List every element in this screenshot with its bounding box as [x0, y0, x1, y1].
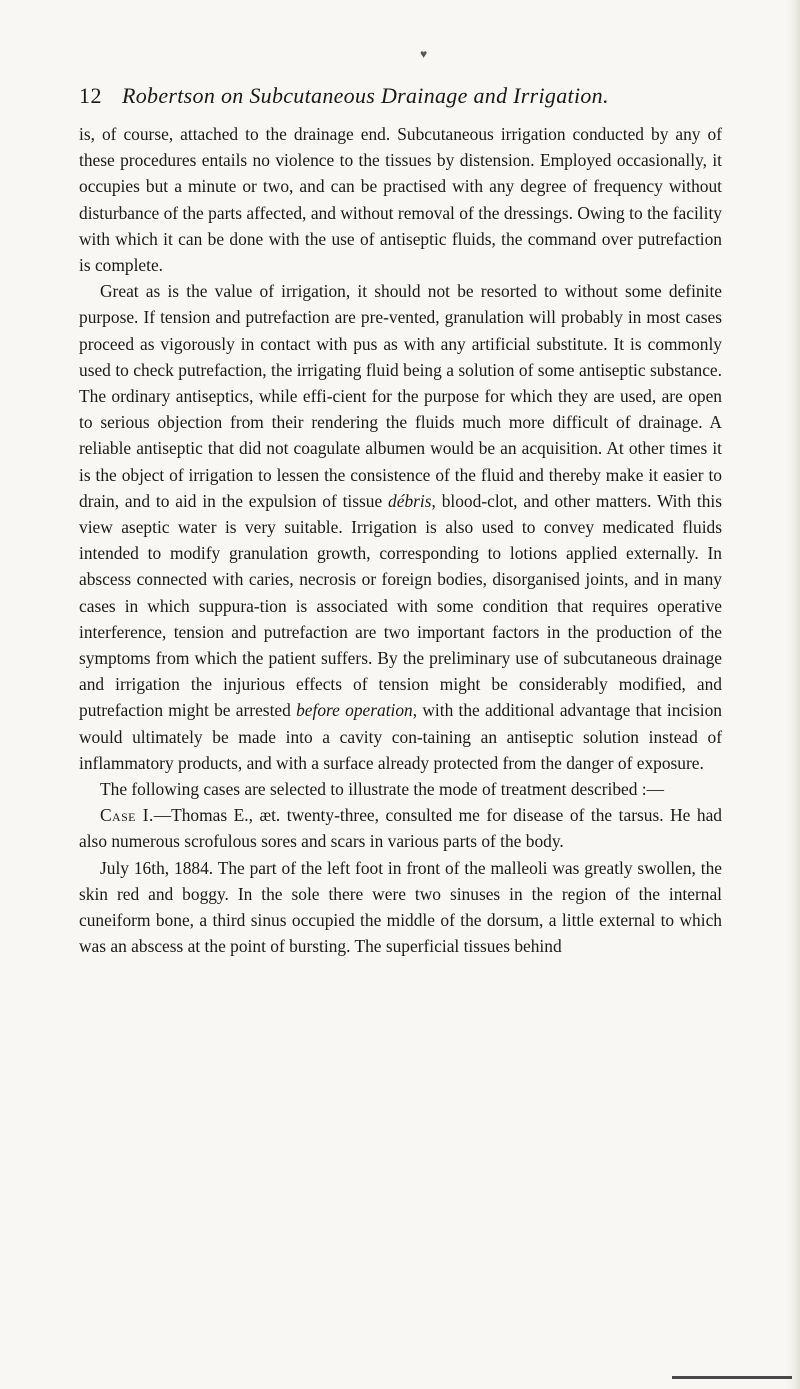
- running-title: Robertson on Subcutaneous Drainage and Irrigation.: [122, 83, 609, 108]
- paragraph-2-text-b: , blood-clot, and other matters. With this view aseptic water is very suitable. Irrigation is also used to convey medicated fluids intended to modify granulation growth, corresponding to lotions applied externally. In abscess connected with caries, necrosis or foreign bodies, disorganised joints, and in many cases in which suppura-tion is associated with some condition that requires operative interference, tension and putrefaction are two important factors in the production of the symptoms from which the patient suffers. By the preliminary use of subcutaneous drainage and irrigation the injurious effects of tension might be considerably modified, and putrefaction might be arrested: [79, 490, 722, 721]
- scan-edge-mark: [672, 1376, 792, 1379]
- paragraph-4: [79, 802, 722, 854]
- paragraph-2-text-a: Great as is the value of irrigation, it should not be resorted to without some definite purpose. If tension and putrefaction are pre-vented, granulation will probably in most cases proceed as vigorously in contact with pus as with any artificial substitute. It is commonly used to check putrefaction, the irrigating fluid being a solution of some antiseptic substance. The ordinary antiseptics, while effi-cient for the purpose for which they are used, are open to serious objection from their rendering the fluids much more difficult of drainage. A reliable antiseptic that did not coagulate albumen would be an acquisition. At other times it is the object of irrigation to lessen the consistence of the fluid and thereby make it easier to drain, and to aid in the expulsion of tissue: [79, 281, 722, 511]
- page-edge-shadow: [786, 0, 800, 1389]
- paragraph-3-text: The following cases are selected to illustrate the mode of treatment described :—: [100, 779, 665, 800]
- paragraph-3: [79, 776, 722, 802]
- paragraph-2: [79, 278, 722, 776]
- paragraph-5-text: July 16th, 1884. The part of the left foot in front of the malleoli was greatly swollen, the skin red and boggy. In the sole there were two sinuses in the region of the internal cuneiform bone, a third sinus occupied the middle of the dorsum, a little external to which was an abscess at the point of bursting. The superficial tissues behind: [79, 857, 722, 957]
- page-number: 12: [79, 83, 102, 108]
- body-text: [79, 121, 722, 960]
- paragraph-4-text: —Thomas E., æt. twenty-three, consulted me for disease of the tarsus. He had also numerous scrofulous sores and scars in various parts of the body.: [79, 805, 722, 852]
- paragraph-1: [79, 121, 722, 278]
- case-label: Case I.: [100, 805, 154, 826]
- paragraph-1-text: is, of course, attached to the drainage end. Subcutaneous irrigation conducted by any of these procedures entails no violence to the tissues by distension. Employed occasionally, it occupies but a minute or two, and can be practised with any degree of frequency without disturbance of the parts affected, and without removal of the dressings. Owing to the facility with which it can be done with the use of antiseptic fluids, the command over putrefaction is complete.: [79, 124, 722, 276]
- italic-before-operation: before operation: [296, 700, 413, 721]
- paragraph-5: [79, 855, 722, 960]
- paragraph-2-text-c: , with the additional advantage that incision would ultimately be made into a cavity con-taining an antiseptic solution instead of inflammatory products, and with a surface already protected from the danger of exposure.: [79, 700, 722, 773]
- corner-mark: ♥: [420, 47, 428, 61]
- page-header: [79, 82, 719, 118]
- italic-debris: débris: [388, 490, 432, 511]
